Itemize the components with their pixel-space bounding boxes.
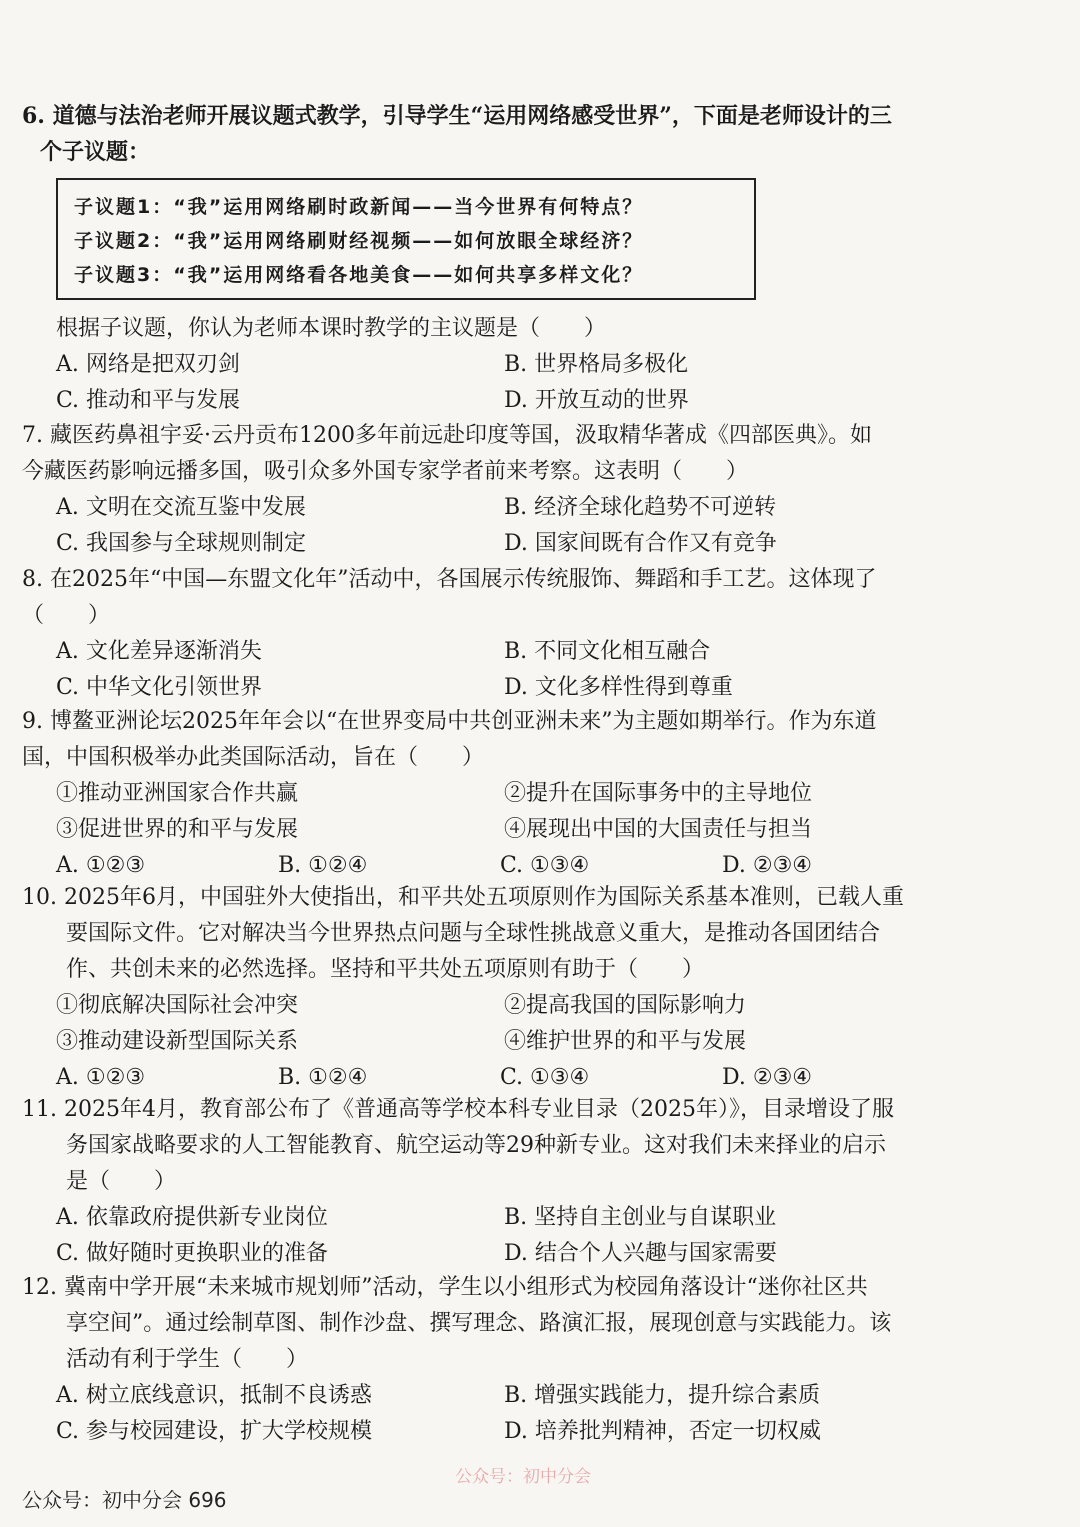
- question-12-stem-line2: 享空间”。通过绘制草图、制作沙盘、撰写理念、路演汇报，展现创意与实践能力。该: [66, 1311, 892, 1336]
- question-8-stem-line2: （ ）: [22, 603, 111, 628]
- question-10-stem-line1: 10. 2025年6月，中国驻外大使指出，和平共处五项原则作为国际关系基本准则，已载人重: [22, 885, 904, 910]
- option-d: D. 文化多样性得到尊重: [504, 675, 733, 700]
- option-a: A. ①②③: [56, 853, 146, 878]
- question-12-options: [56, 1378, 977, 1450]
- option-a: A. 网络是把双刃剑: [56, 352, 240, 377]
- question-7: [22, 418, 977, 562]
- option-c: C. 中华文化引领世界: [56, 675, 263, 700]
- question-8-stem-line1: 8. 在2025年“中国—东盟文化年”活动中，各国展示传统服饰、舞蹈和手工艺。这体现了: [22, 567, 877, 592]
- question-6-prompt: 根据子议题，你认为老师本课时教学的主议题是（ ）: [56, 316, 607, 341]
- question-9-stem-line1: 9. 博鳌亚洲论坛2025年年会以“在世界变局中共创亚洲未来”为主题如期举行。作为东道: [22, 709, 877, 734]
- question-12-stem-line3: 活动有利于学生（ ）: [66, 1347, 309, 1372]
- option-a: A. 文化差异逐渐消失: [56, 639, 262, 664]
- sub-topic-3: 子议题3：“我”运用网络看各地美食——如何共享多样文化？: [74, 264, 644, 286]
- footer-text: 公众号：初中分会 696: [22, 1488, 227, 1512]
- statement-4: ④展现出中国的大国责任与担当: [504, 817, 813, 842]
- option-b: B. ①②④: [278, 853, 368, 878]
- option-d: D. ②③④: [722, 853, 813, 878]
- option-d: D. ②③④: [722, 1065, 813, 1090]
- question-11-options: [56, 1200, 977, 1272]
- watermark: 公众号：初中分会: [455, 1467, 591, 1487]
- question-11-stem-line2: 务国家战略要求的人工智能教育、航空运动等29种新专业。这对我们未来择业的启示: [66, 1133, 886, 1158]
- option-d: D. 开放互动的世界: [504, 388, 689, 413]
- option-a: A. 文明在交流互鉴中发展: [56, 495, 306, 520]
- statement-4: ④维护世界的和平与发展: [504, 1029, 747, 1054]
- question-10-stem-line3: 作、共创未来的必然选择。坚持和平共处五项原则有助于（ ）: [66, 957, 705, 982]
- question-9-statements: [56, 776, 977, 848]
- option-b: B. 增强实践能力，提升综合素质: [504, 1383, 821, 1408]
- option-c: C. 做好随时更换职业的准备: [56, 1241, 329, 1266]
- option-b: B. ①②④: [278, 1065, 368, 1090]
- statement-2: ②提升在国际事务中的主导地位: [504, 781, 813, 806]
- question-12-stem-line1: 12. 冀南中学开展“未来城市规划师”活动，学生以小组形式为校园角落设计“迷你社区共: [22, 1275, 868, 1300]
- question-11-stem-line3: 是（ ）: [66, 1169, 177, 1194]
- sub-topic-1: 子议题1：“我”运用网络刷时政新闻——当今世界有何特点？: [74, 196, 644, 218]
- option-c: C. ①③④: [500, 1065, 590, 1090]
- question-12: [22, 1270, 977, 1450]
- question-11: [22, 1092, 977, 1272]
- option-b: B. 世界格局多极化: [504, 352, 689, 377]
- question-10-options: [56, 1060, 977, 1096]
- option-d: D. 结合个人兴趣与国家需要: [504, 1241, 777, 1266]
- option-b: B. 不同文化相互融合: [504, 639, 711, 664]
- question-11-stem-line1: 11. 2025年4月，教育部公布了《普通高等学校本科专业目录（2025年）》，目录增设了服: [22, 1097, 894, 1122]
- question-7-stem-line2: 今藏医药影响远播多国，吸引众多外国专家学者前来考察。这表明（ ）: [22, 459, 749, 484]
- question-10-statements: [56, 988, 977, 1060]
- question-9: [22, 704, 977, 884]
- statement-3: ③推动建设新型国际关系: [56, 1029, 299, 1054]
- question-6: [22, 98, 977, 170]
- option-c: C. 参与校园建设，扩大学校规模: [56, 1419, 373, 1444]
- option-a: A. ①②③: [56, 1065, 146, 1090]
- question-6-options: [56, 347, 977, 419]
- option-b: B. 经济全球化趋势不可逆转: [504, 495, 777, 520]
- question-8: [22, 562, 977, 706]
- question-10-stem-line2: 要国际文件。它对解决当今世界热点问题与全球性挑战意义重大，是推动各国团结合: [66, 921, 881, 946]
- option-d: D. 培养批判精神，否定一切权威: [504, 1419, 821, 1444]
- option-c: C. ①③④: [500, 853, 590, 878]
- statement-2: ②提高我国的国际影响力: [504, 993, 747, 1018]
- question-6-stem-line1: 6. 道德与法治老师开展议题式教学，引导学生“运用网络感受世界”，下面是老师设计的三: [22, 103, 892, 129]
- question-7-stem-line1: 7. 藏医药鼻祖宇妥·云丹贡布1200多年前远赴印度等国，汲取精华著成《四部医典》。如: [22, 423, 872, 448]
- sub-topic-box: [56, 178, 756, 300]
- question-6-body: [22, 311, 977, 419]
- question-10: [22, 880, 977, 1096]
- option-a: A. 依靠政府提供新专业岗位: [56, 1205, 328, 1230]
- option-d: D. 国家间既有合作又有竞争: [504, 531, 777, 556]
- statement-1: ①彻底解决国际社会冲突: [56, 993, 299, 1018]
- option-c: C. 我国参与全球规则制定: [56, 531, 307, 556]
- sub-topic-2: 子议题2：“我”运用网络刷财经视频——如何放眼全球经济？: [74, 230, 644, 252]
- question-7-options: [56, 490, 977, 562]
- statement-3: ③促进世界的和平与发展: [56, 817, 299, 842]
- statement-1: ①推动亚洲国家合作共赢: [56, 781, 299, 806]
- option-a: A. 树立底线意识，抵制不良诱惑: [56, 1383, 372, 1408]
- option-b: B. 坚持自主创业与自谋职业: [504, 1205, 777, 1230]
- option-c: C. 推动和平与发展: [56, 388, 241, 413]
- question-9-stem-line2: 国，中国积极举办此类国际活动，旨在（ ）: [22, 745, 485, 770]
- question-6-stem-line2: 个子议题：: [40, 139, 151, 165]
- question-9-options: [56, 848, 977, 884]
- question-8-options: [56, 634, 977, 706]
